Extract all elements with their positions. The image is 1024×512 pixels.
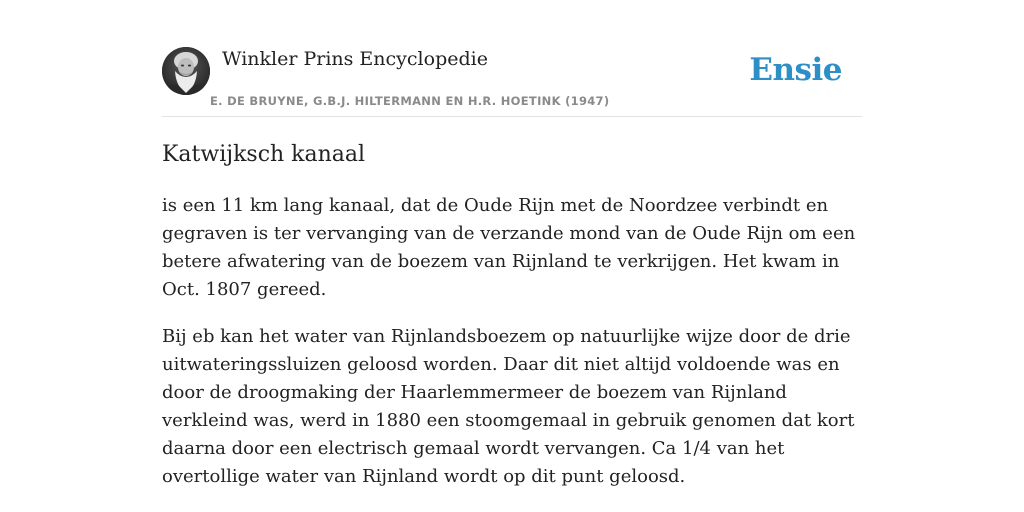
- article-paragraph: is een 11 km lang kanaal, dat de Oude Rijn met de Noordzee verbindt en gegraven is ter vervanging van de verzande mond van de Oude Rijn om een betere afwatering van de boezem van Rijnland te verkrijgen. Het kwam in Oct. 1807 gereed.: [162, 195, 856, 300]
- encyclopedia-title[interactable]: Winkler Prins Encyclopedie: [222, 48, 488, 70]
- portrait-avatar-graphic: [162, 47, 210, 95]
- article-title: Katwijksch kanaal: [162, 142, 366, 167]
- brand-logo[interactable]: Ensie: [749, 52, 842, 88]
- portrait-avatar-icon[interactable]: [162, 47, 210, 95]
- article-body: [162, 192, 862, 510]
- authors-line: E. DE BRUYNE, G.B.J. HILTERMANN EN H.R. HOETINK (1947): [210, 94, 610, 108]
- article-paragraph: Bij eb kan het water van Rijnlandsboezem op natuurlijke wijze door de drie uitwateringssluizen geloosd worden. Daar dit niet altijd voldoende was en door de droogmaking der Haarlemmermeer de boezem van Rijnland verkleind was, werd in 1880 een stoomgemaal in gebruik genomen dat kort daarna door een electrisch gemaal wordt vervangen. Ca 1/4 van het overtollige water van Rijnland wordt op dit punt geloosd.: [162, 326, 855, 487]
- site-header: [162, 44, 862, 117]
